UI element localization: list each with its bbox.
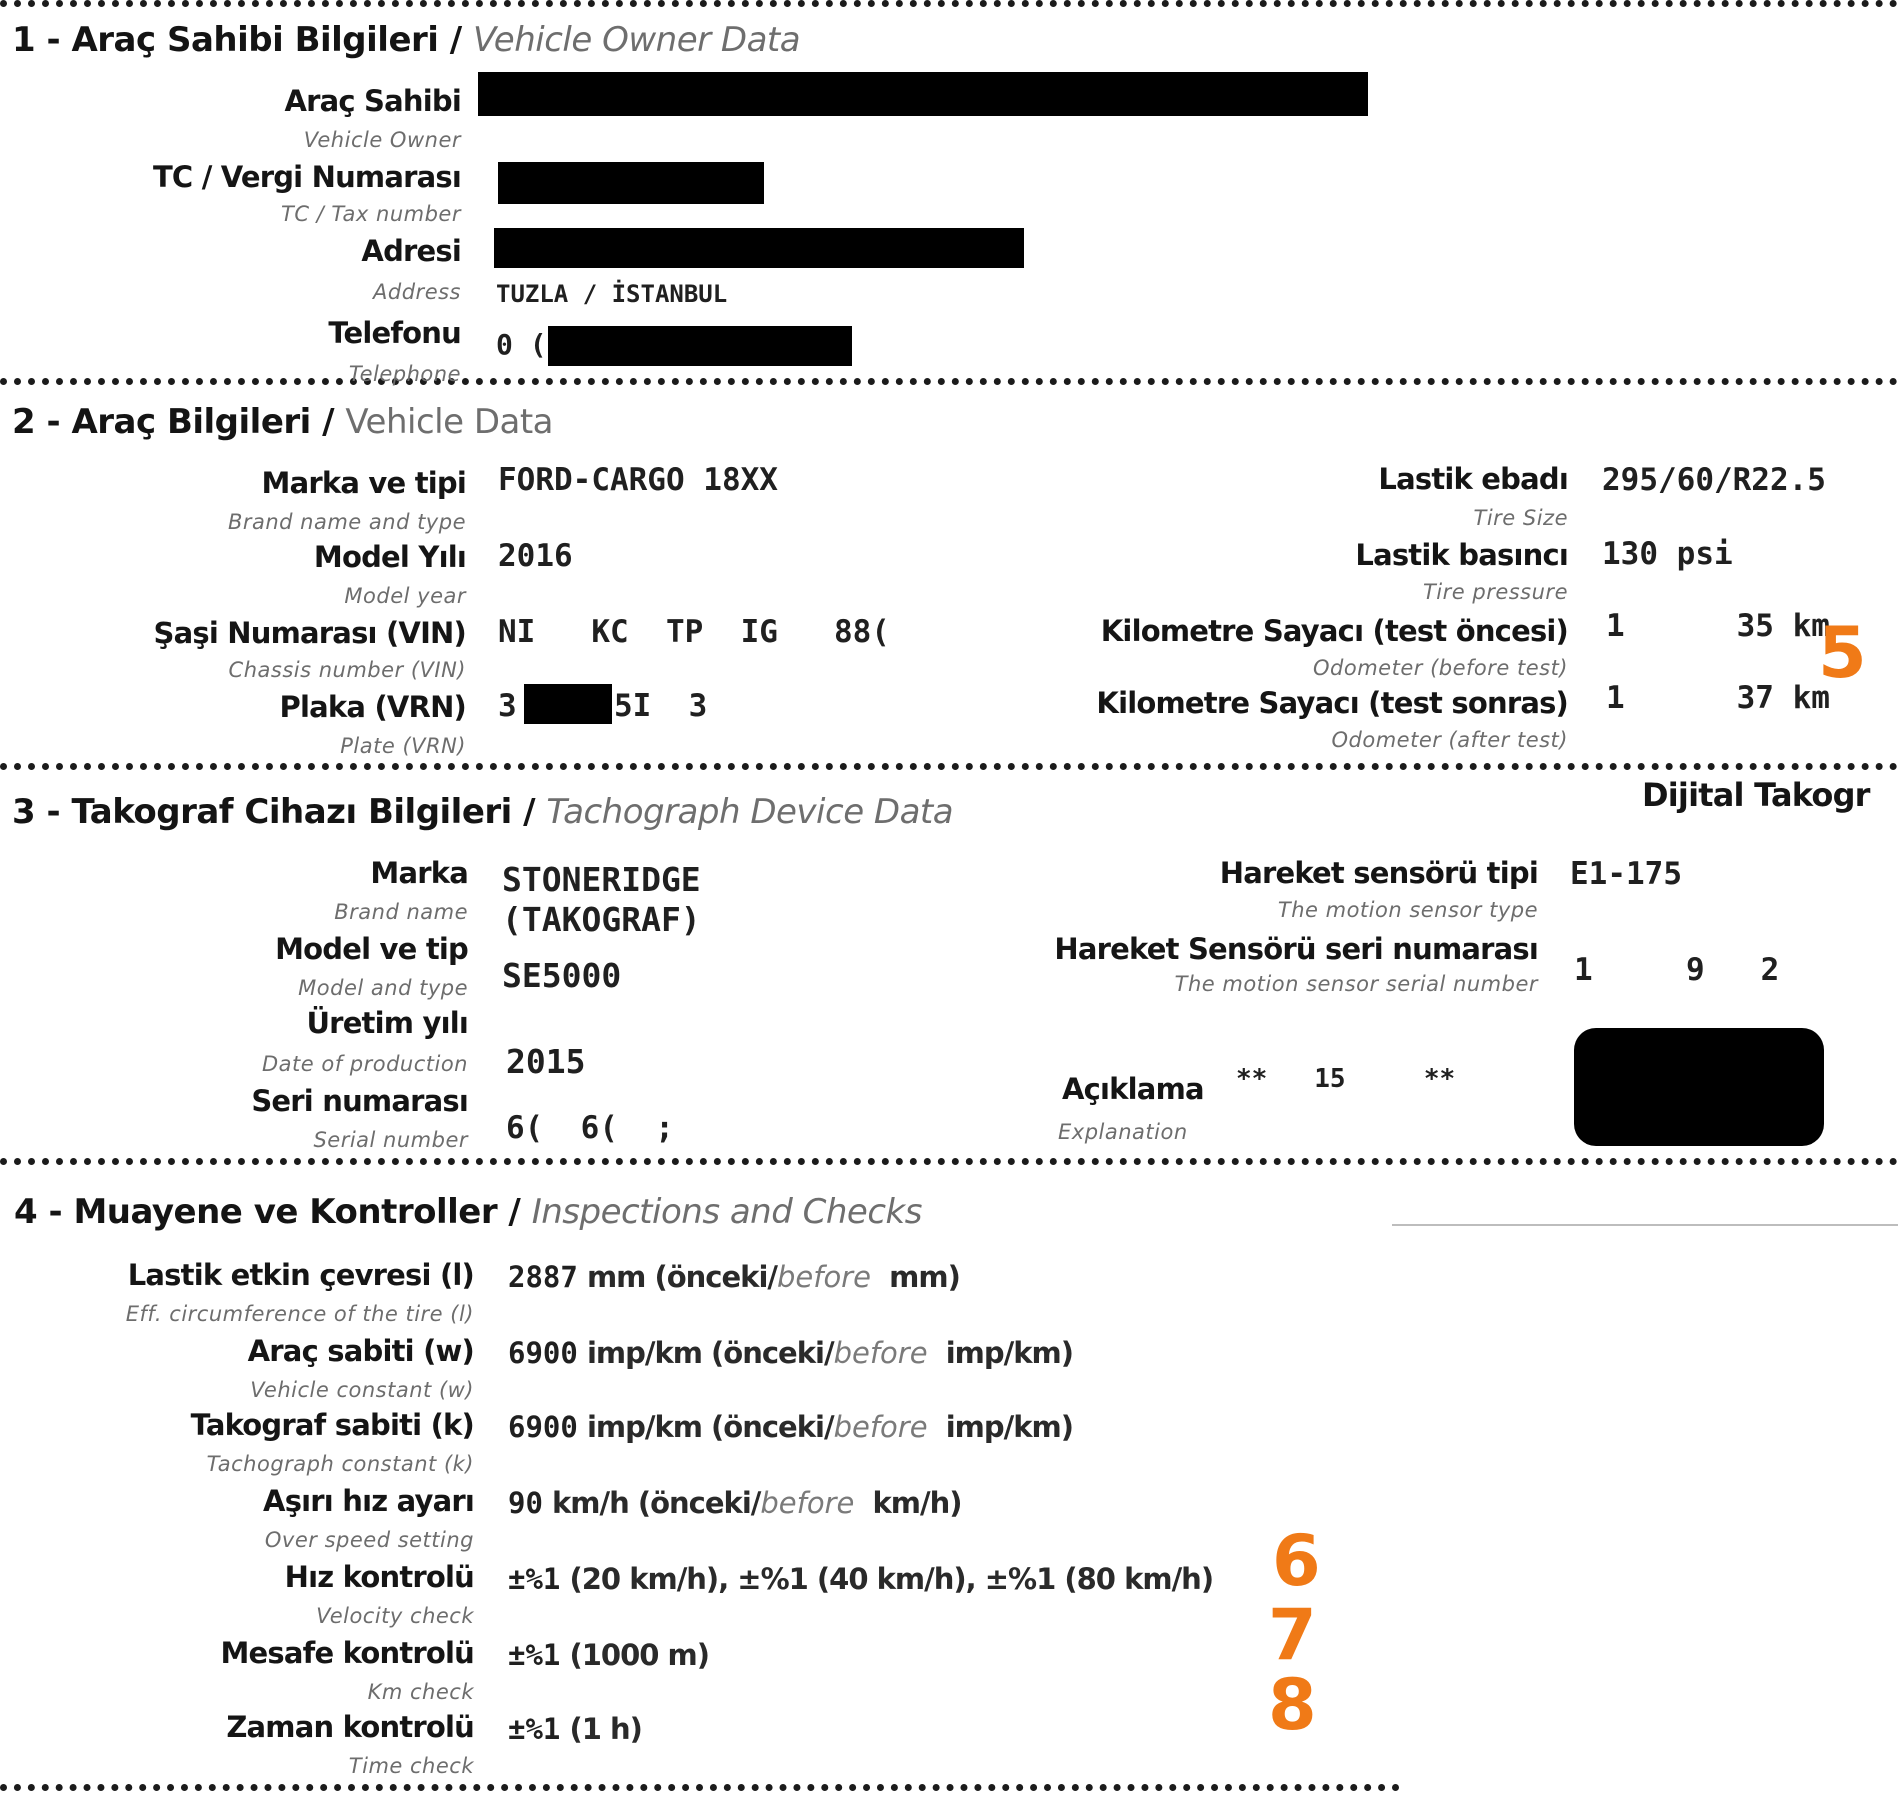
vin-sub: Chassis number (VIN) [228, 658, 466, 682]
model-year-sub: Model year [344, 584, 466, 608]
model-year-value: 2016 [498, 538, 573, 574]
tire-pressure-label: Lastik basıncı [1355, 538, 1568, 572]
tacho-model-sub: Model and type [298, 976, 468, 1000]
sensor-type-value: E1-175 [1570, 856, 1682, 892]
section-3-title-en: Tachograph Device Data [546, 792, 954, 832]
inspection-tail: km/h) [854, 1486, 962, 1520]
brand-type-sub: Brand name and type [227, 510, 466, 534]
address-redaction [494, 228, 1024, 268]
section-3-title-tr: 3 - Takograf Cihazı Bilgileri / [12, 792, 536, 832]
marker-8: 8 [1268, 1664, 1317, 1746]
inspection-unit: mm (önceki/ [577, 1260, 777, 1294]
production-year-value: 2015 [506, 1042, 586, 1081]
section-2-title [12, 402, 553, 442]
sensor-serial-sub: The motion sensor serial number [1174, 972, 1538, 996]
address-label: Adresi [361, 234, 461, 268]
inspection-before: before [760, 1486, 855, 1520]
inspection-value [508, 1486, 962, 1520]
section-2-title-en: Vehicle Data [345, 402, 554, 442]
owner-redaction [478, 72, 1368, 116]
odometer-before-label: Kilometre Sayacı (test öncesi) [1100, 614, 1568, 648]
inspection-unit: (1 h) [560, 1712, 642, 1746]
address-sub: Address [373, 280, 461, 304]
phone-value: 0 ( [496, 328, 547, 361]
phone-label: Telefonu [328, 316, 461, 350]
inspection-sub: Vehicle constant (w) [250, 1378, 474, 1402]
tire-size-sub: Tire Size [1473, 506, 1568, 530]
inspection-tail: mm) [870, 1260, 960, 1294]
explanation-label: Açıklama [1062, 1072, 1204, 1106]
section-4-title [14, 1192, 922, 1232]
sensor-type-label: Hareket sensörü tipi [1219, 856, 1538, 890]
separator-3 [0, 1158, 1898, 1165]
section-1-title-tr: 1 - Araç Sahibi Bilgileri / [12, 20, 462, 60]
tacho-serial-value: 6( 6( ; [506, 1110, 674, 1146]
inspection-label: Takograf sabiti (k) [190, 1408, 474, 1442]
inspection-sub: Over speed setting [264, 1528, 474, 1552]
inspection-sub: Time check [348, 1754, 474, 1778]
inspection-value [508, 1410, 1073, 1444]
inspection-value [508, 1336, 1073, 1370]
explanation-redaction [1574, 1028, 1824, 1146]
tire-pressure-sub: Tire pressure [1422, 580, 1568, 604]
explanation-value: ** 15 ** [1236, 1064, 1456, 1094]
inspection-value [508, 1638, 709, 1672]
vin-label: Şaşi Numarası (VIN) [153, 616, 466, 650]
production-year-sub: Date of production [261, 1052, 468, 1076]
tacho-brand-value-1: STONERIDGE [502, 860, 701, 899]
owner-label: Araç Sahibi [284, 84, 461, 118]
plate-value-b: 5I 3 [614, 688, 708, 724]
tacho-brand-label: Marka [370, 856, 468, 890]
section-1-title-en: Vehicle Owner Data [473, 20, 801, 60]
owner-sub: Vehicle Owner [303, 128, 461, 152]
tacho-brand-value-2: (TAKOGRAF) [502, 900, 701, 939]
inspection-number: 2887 [508, 1260, 578, 1294]
address-value: TUZLA / İSTANBUL [496, 280, 728, 308]
sensor-serial-value: 1 9 2 [1574, 952, 1780, 988]
inspection-value [508, 1562, 1213, 1596]
vin-value: NI KC TP IG 88( [498, 614, 890, 650]
tax-redaction [498, 162, 764, 204]
inspection-sub: Velocity check [316, 1604, 474, 1628]
inspection-number: ±%1 [508, 1712, 561, 1746]
inspection-sub: Tachograph constant (k) [206, 1452, 474, 1476]
marker-5: 5 [1818, 612, 1867, 694]
section-1-title [12, 20, 800, 60]
inspection-number: ±%1 [508, 1562, 561, 1596]
inspection-unit: imp/km (önceki/ [577, 1336, 834, 1370]
odometer-after-label: Kilometre Sayacı (test sonras) [1096, 686, 1568, 720]
tire-size-value: 295/60/R22.5 [1602, 462, 1826, 498]
inspection-label: Mesafe kontrolü [220, 1636, 474, 1670]
tax-label: TC / Vergi Numarası [152, 160, 461, 194]
inspection-label: Zaman kontrolü [226, 1710, 474, 1744]
section-3-title [12, 792, 953, 832]
digital-tachograph-heading: Dijital Takogr [1642, 776, 1870, 814]
inspection-tail: imp/km) [927, 1410, 1073, 1444]
tacho-serial-label: Seri numarası [251, 1084, 468, 1118]
tire-pressure-value: 130 psi [1602, 536, 1733, 572]
separator-top [0, 0, 1898, 7]
explanation-sub: Explanation [1058, 1120, 1188, 1144]
inspection-number: ±%1 [508, 1638, 561, 1672]
signature-box-border [1392, 1224, 1898, 1226]
tacho-model-value: SE5000 [502, 956, 622, 995]
inspection-sub: Km check [367, 1680, 474, 1704]
section-2-title-tr: 2 - Araç Bilgileri / [12, 402, 335, 442]
sensor-serial-label: Hareket Sensörü seri numarası [1054, 932, 1538, 966]
plate-redaction [524, 684, 612, 724]
inspection-value [508, 1712, 642, 1746]
brand-type-value: FORD-CARGO 18XX [498, 462, 778, 498]
inspection-unit: (20 km/h), ±%1 (40 km/h), ±%1 (80 km/h) [560, 1562, 1214, 1596]
inspection-label: Aşırı hız ayarı [263, 1484, 474, 1518]
tacho-serial-sub: Serial number [313, 1128, 468, 1152]
tacho-brand-sub: Brand name [334, 900, 468, 924]
plate-label: Plaka (VRN) [279, 690, 466, 724]
separator-2 [0, 763, 1898, 770]
inspection-value [508, 1260, 960, 1294]
phone-redaction [548, 326, 852, 366]
plate-value-a: 3 [498, 688, 517, 724]
odometer-before-sub: Odometer (before test) [1313, 656, 1568, 680]
tire-size-label: Lastik ebadı [1378, 462, 1568, 496]
brand-type-label: Marka ve tipi [261, 466, 466, 500]
inspection-number: 6900 [508, 1410, 578, 1444]
inspection-unit: km/h (önceki/ [542, 1486, 761, 1520]
inspection-sub: Eff. circumference of the tire (l) [125, 1302, 474, 1326]
separator-1 [0, 378, 1898, 385]
production-year-label: Üretim yılı [306, 1006, 468, 1040]
inspection-number: 90 [508, 1486, 543, 1520]
inspection-before: before [833, 1336, 928, 1370]
sensor-type-sub: The motion sensor type [1277, 898, 1538, 922]
odometer-before-value: 1 35 km [1606, 608, 1830, 644]
inspection-unit: imp/km (önceki/ [577, 1410, 834, 1444]
marker-6: 6 [1272, 1520, 1321, 1602]
plate-sub: Plate (VRN) [340, 734, 466, 758]
inspection-label: Lastik etkin çevresi (l) [127, 1258, 474, 1292]
section-4-title-en: Inspections and Checks [531, 1192, 922, 1232]
inspection-tail: imp/km) [927, 1336, 1073, 1370]
inspection-number: 6900 [508, 1336, 578, 1370]
tax-sub: TC / Tax number [281, 202, 461, 226]
marker-7: 7 [1268, 1594, 1317, 1676]
inspection-unit: (1000 m) [560, 1638, 710, 1672]
separator-bottom [0, 1784, 1400, 1791]
inspection-before: before [833, 1410, 928, 1444]
model-year-label: Model Yılı [313, 540, 466, 574]
phone-sub: Telephone [348, 362, 461, 386]
inspection-before: before [776, 1260, 871, 1294]
inspection-label: Hız kontrolü [284, 1560, 474, 1594]
tacho-model-label: Model ve tip [275, 932, 468, 966]
odometer-after-sub: Odometer (after test) [1331, 728, 1568, 752]
inspection-label: Araç sabiti (w) [247, 1334, 474, 1368]
section-4-title-tr: 4 - Muayene ve Kontroller / [14, 1192, 521, 1232]
odometer-after-value: 1 37 km [1606, 680, 1830, 716]
